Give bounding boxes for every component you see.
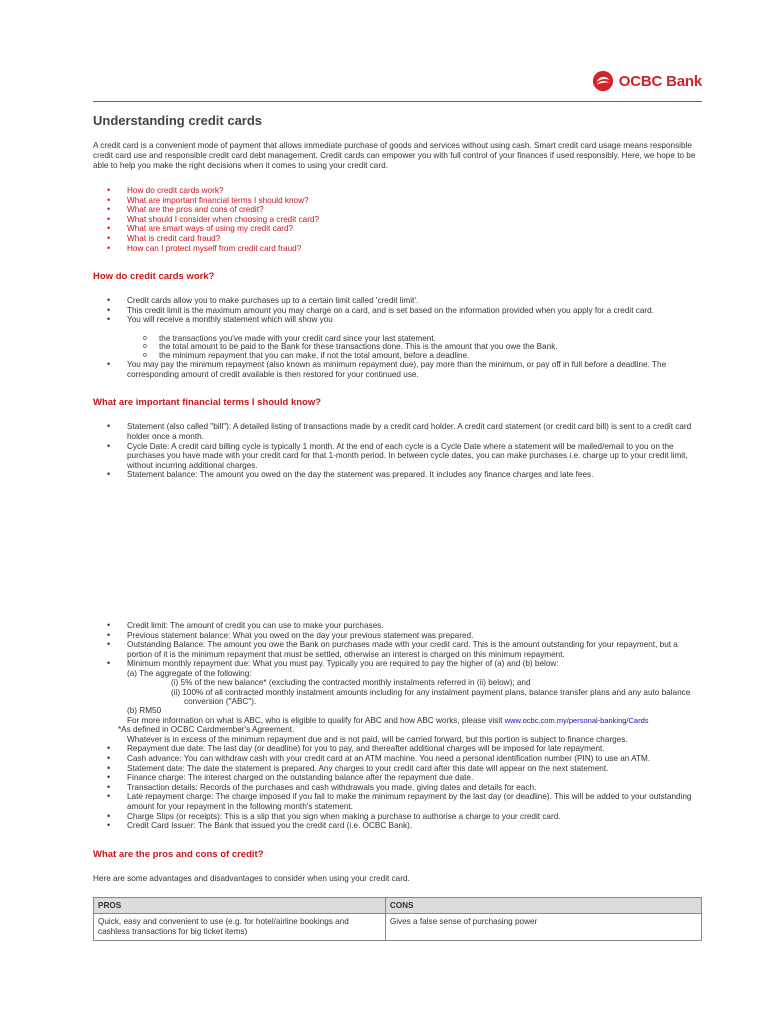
toc-link[interactable]: • How can I protect myself from credit card fraud? [93,244,702,254]
bullet-list [93,360,702,379]
table-row [94,914,702,940]
page-title: Understanding credit cards [93,113,263,128]
list-item: o the minimum repayment that you can make, if not the total amount, before a deadline. [93,352,702,360]
abc-info [127,716,702,726]
toc-link[interactable]: • How do credit cards work? [93,186,702,196]
list-item: • Credit Card Issuer: The Bank that issued you the credit card (i.e. OCBC Bank). [93,821,702,831]
list-item: • Credit cards allow you to make purchases up to a certain limit called 'credit limit'. [93,296,702,306]
bullet-list [93,422,702,480]
list-item: • You will receive a monthly statement which will show you [93,315,702,325]
list-item: • Finance charge: The interest charged on the outstanding balance after the repayment due date. [93,773,702,783]
min-sub-items [127,678,702,706]
pros-cons-table [93,897,702,941]
intro-paragraph: A credit card is a convenient mode of payment that allows immediate purchase of goods and services without using cash. Smart credit card usage means responsible credit card use and responsible credit card debt management. Credit cards can empower you with full control of your finances if used responsibly. Here, we hope to be able to help you make the right decisions when it comes to using your credit card. [93,141,696,170]
min-ii-line: (ii) 100% of all contracted monthly instalment amounts including for any instalment payment plans, balance transfer plans and any auto balance conversion ("ABC"). [171,687,691,706]
ocbc-logo-icon [592,70,614,92]
toc-link[interactable]: • What are important financial terms I should know? [93,196,702,206]
abc-link[interactable]: www.ocbc.com.my/personal-banking/Cards [504,715,649,725]
bullet-list [93,296,702,325]
toc-link[interactable]: • What is credit card fraud? [93,234,702,244]
list-item: • Statement date: The date the statement is prepared. Any charges to your credit card after this date will appear on the next statement. [93,764,702,774]
list-item: • Charge Slips (or receipts): This is a slip that you sign when making a purchase to authorise a charge to your credit card. [93,812,702,822]
list-item: • You may pay the minimum repayment (also known as minimum repayment due), pay more than the minimum, or pay off in full before a deadline. The corresponding amount of credit available is then restored for your continued use. [93,360,702,379]
bullet-list [93,744,702,830]
list-item: • Repayment due date: The last day (or deadline) for you to pay, and thereafter additional charges will be imposed for late repayment. [93,744,702,754]
list-item: • Cash advance: You can withdraw cash with your credit card at an ATM machine. You need a personal identification number (PIN) to use an ATM. [93,754,702,764]
section-heading: How do credit cards work? [93,271,215,283]
section-heading: What are the pros and cons of credit? [93,848,264,860]
brand-logo [592,70,702,92]
section-intro: Here are some advantages and disadvantages to consider when using your credit card. [93,873,410,883]
list-item: • Credit limit: The amount of credit you can use to make your purchases. [93,621,702,631]
list-item: • Cycle Date: A credit card billing cycle is typically 1 month. At the end of each cycle is a Cycle Date where a statement will be mailed/email to you on the purchases you have made with your credit card for that 1-month period. In between cycle dates, you can make purchases i.e. charge up to your credit limit, without incurring additional charges. [93,442,702,471]
min-a-line: (a) The aggregate of the following: [127,668,252,678]
table-header-row [94,897,702,914]
list-item: • Late repayment charge: The charge imposed if you fail to make the minimum repayment by the last day (or deadline). This will be added to your outstanding amount for your repayment in the following month's statement. [93,792,702,811]
table-cell: Quick, easy and convenient to use (e.g. for hotel/airline bookings and cashless transactions for big ticket items) [94,914,386,940]
list-item: • Outstanding Balance: The amount you owe the Bank on purchases made with your credit card. This is the amount outstanding for your repayment, but a portion of it is the minimum repayment that must be settled, otherwise an interest is charged on this minimum repayment. [93,640,702,659]
list-item: • Minimum monthly repayment due: What you must pay. Typically you are required to pay the higher of (a) and (b) below: [93,659,702,669]
toc-link[interactable]: • What are smart ways of using my credit card? [93,224,702,234]
asterisk-note: *As defined in OCBC Cardmember's Agreement. [118,725,295,735]
abc-text: For more information on what is ABC, who is eligible to qualify for ABC and how ABC works, please visit [127,715,505,725]
minimum-repayment-detail [93,669,702,725]
list-item: • This credit limit is the maximum amount you may charge on a card, and is set based on the information provided when you apply for a credit card. [93,306,702,316]
table-cell: Gives a false sense of purchasing power [385,914,701,940]
carry-forward-note: Whatever is in excess of the minimum repayment due and is not paid, will be carried forward, but this portion is subject to finance charges. [127,734,628,744]
toc-link[interactable]: • What are the pros and cons of credit? [93,205,702,215]
list-item: • Previous statement balance: What you owed on the day your previous statement was prepared. [93,631,702,641]
min-b-line: (b) RM50 [127,706,162,716]
table-of-contents [93,186,702,253]
main-content [93,113,702,941]
min-i-line: (i) 5% of the new balance* (excluding the contracted monthly instalments referred in (ii) below); and [171,678,531,688]
column-header-pros: PROS [94,897,386,914]
section-heading: What are important financial terms I should know? [93,397,322,409]
column-header-cons: CONS [385,897,701,914]
list-item: • Statement balance: The amount you owed on the day the statement was prepared. It includes any finance charges and late fees. [93,470,702,480]
bullet-list [93,621,702,669]
header-divider [93,101,702,102]
sub-list [93,335,702,360]
brand-name: OCBC Bank [618,72,702,90]
toc-link[interactable]: • What should I consider when choosing a credit card? [93,215,702,225]
list-item: • Statement (also called "bill"): A detailed listing of transactions made by a credit card holder. A credit card statement (or credit card bill) is sent to a credit card holder once a month. [93,422,702,441]
list-item: o the total amount to be paid to the Bank for these transactions done. This is the amount that you owe the Bank. [93,343,702,351]
list-item: • Transaction details: Records of the purchases and cash withdrawals you made, giving dates and details for each. [93,783,702,793]
list-item: o the transactions you've made with your credit card since your last statement. [93,335,702,343]
